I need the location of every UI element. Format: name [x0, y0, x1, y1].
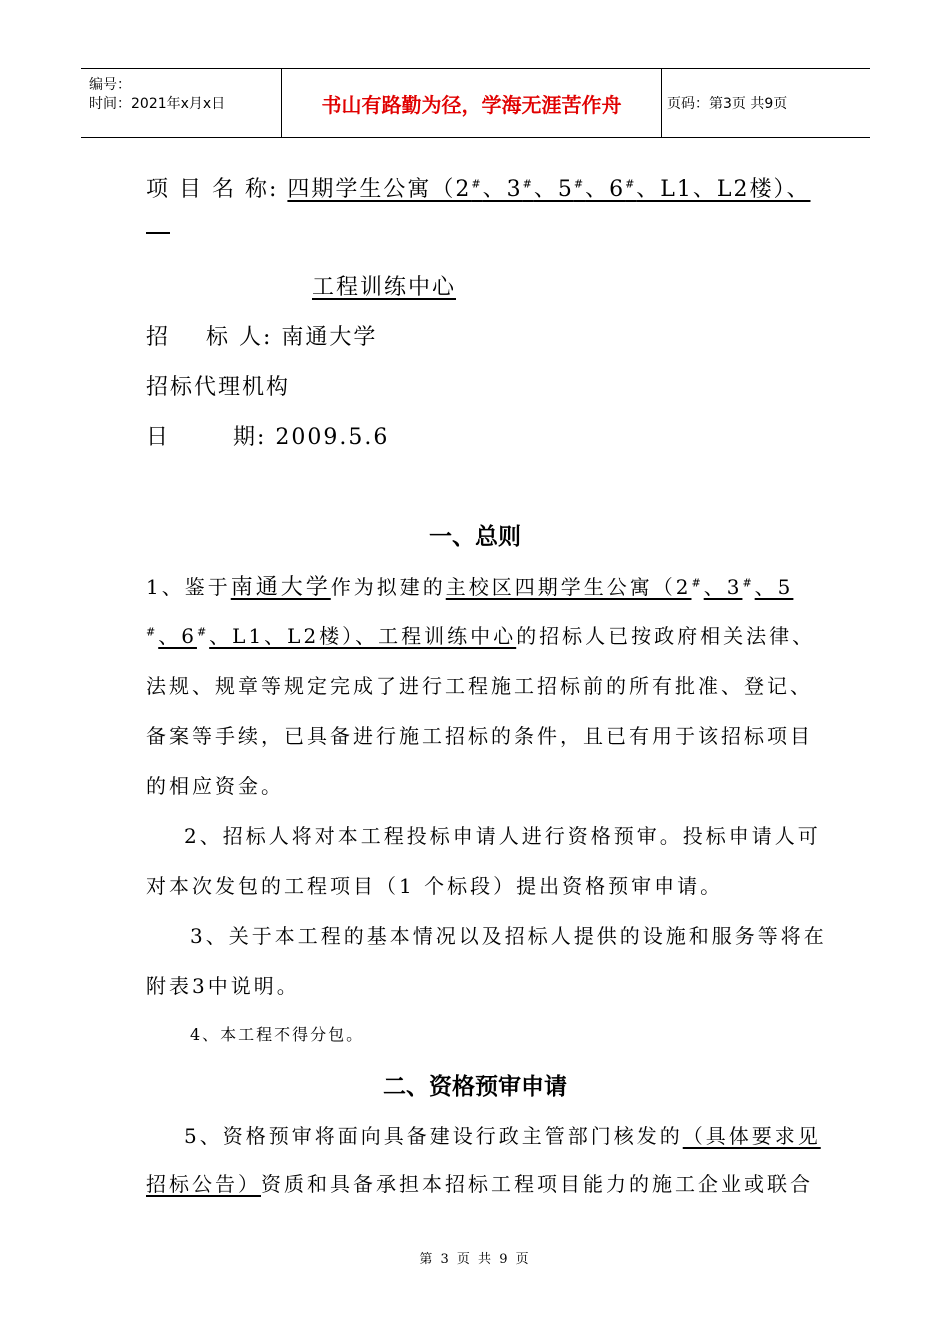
p1-line2: #、6#、L1、L2楼）、工程训练中心的招标人已按政府相关法律、	[146, 624, 816, 648]
p2-line1: 2、招标人将对本工程投标申请人进行资格预审。投标申请人可	[184, 824, 821, 848]
header-left-cell	[81, 69, 282, 137]
p5-line2: 招标公告）资质和具备承担本招标工程项目能力的施工企业或联合	[146, 1172, 813, 1196]
motto: 书山有路勤为径，学海无涯苦作舟	[282, 69, 662, 137]
p1-line4: 备案等手续，已具备进行施工招标的条件，且已有用于该招标项目	[146, 724, 813, 748]
date-value: 2009.5.6	[275, 425, 390, 450]
number-label: 编号：	[89, 77, 131, 93]
p3-line2: 附表3中说明。	[146, 974, 300, 998]
page-footer: 第 3 页 共 9 页	[419, 1252, 531, 1267]
section2-title: 二、资格预审申请	[383, 1074, 567, 1100]
section1-title: 一、总则	[429, 524, 521, 550]
project-label: 项 目 名 称:	[146, 177, 279, 202]
time-label: 时间：2021年x月x日	[89, 96, 226, 112]
date-line	[146, 420, 389, 451]
p1-line5: 的相应资金。	[146, 774, 284, 798]
header-table	[81, 68, 870, 138]
p3-line1: 3、关于本工程的基本情况以及招标人提供的设施和服务等将在	[190, 924, 827, 948]
page-info: 页码：第3页 共9页	[667, 96, 788, 112]
project-name-line2: 工程训练中心	[312, 275, 457, 300]
p1-line3: 法规、规章等规定完成了进行工程施工招标前的所有批准、登记、	[146, 674, 813, 698]
p2-line2: 对本次发包的工程项目（1 个标段）提出资格预审申请。	[146, 874, 724, 898]
date-label: 日 期:	[146, 425, 267, 450]
tenderer-line	[146, 320, 377, 351]
project-value: 四期学生公寓（2#、3#、5#、6#、L1、L2楼）、	[287, 177, 811, 202]
agency-label: 招标代理机构	[146, 375, 291, 400]
underline-dash	[146, 232, 170, 234]
p4: 4、本工程不得分包。	[190, 1025, 365, 1044]
tenderer-label: 招 标 人:	[146, 325, 273, 350]
p5-line1: 5、资格预审将面向具备建设行政主管部门核发的（具体要求见	[184, 1124, 821, 1148]
project-name-line	[146, 172, 811, 203]
tenderer-value: 南通大学	[281, 325, 378, 350]
p1-line1: 1、鉴于南通大学作为拟建的主校区四期学生公寓（2#、3#、5	[146, 575, 794, 600]
